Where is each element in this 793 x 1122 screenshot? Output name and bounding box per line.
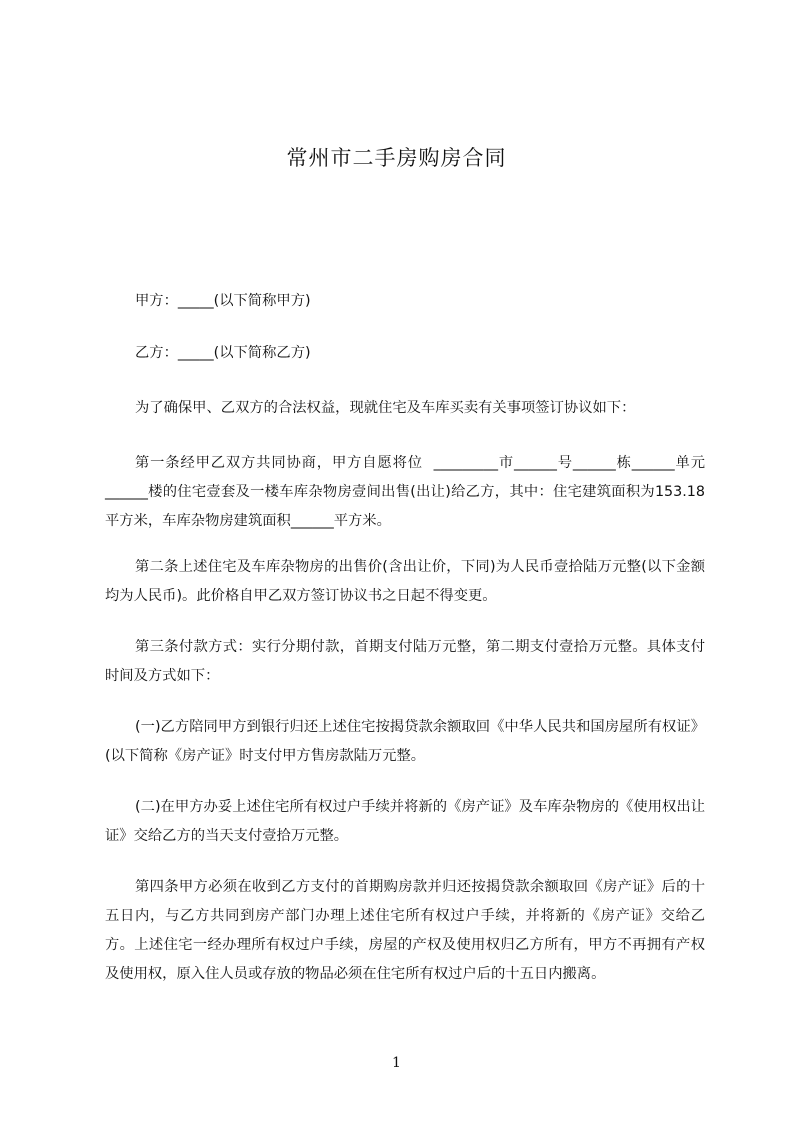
page-number: 1 [392,1055,401,1071]
party-b-line: 乙方：_____(以下简称乙方) [135,345,311,361]
article-3-paragraph: 第三条付款方式：实行分期付款，首期支付陆万元整，第二期支付壹拾万元整。具体支付时间及方式如下： [105,639,705,684]
contract-title: 常州市二手房购房合同 [286,146,507,170]
party-a-line: 甲方：_____(以下简称甲方) [135,293,311,309]
preamble-paragraph: 为了确保甲、乙双方的合法权益，现就住宅及车库买卖有关事项签订协议如下： [135,400,636,416]
article-1-paragraph: 第一条经甲乙双方共同协商，甲方自愿将位 _________市______号______栋______单元______楼的住宅壹套及一楼车库杂物房壹间出售(出让)给乙方，其中：住宅建筑面积为153.18平方米，车库杂物房建筑面积______平方米。 [105,455,705,529]
article-4-paragraph: 第四条甲方必须在收到乙方支付的首期购房款并归还按揭贷款余额取回《房产证》后的十五日内，与乙方共同到房产部门办理上述住宅所有权过户手续，并将新的《房产证》交给乙方。上述住宅一经办理所有权过户手续，房屋的产权及使用权归乙方所有，甲方不再拥有产权及使用权，原入住人员或存放的物品必须在住宅所有权过户后的十五日内搬离。 [105,879,705,982]
article-3-item-1: (一)乙方陪同甲方到银行归还上述住宅按揭贷款余额取回《中华人民共和国房屋所有权证》(以下简称《房产证》时支付甲方售房款陆万元整。 [105,719,705,764]
article-3-item-2: (二)在甲方办妥上述住宅所有权过户手续并将新的《房产证》及车库杂物房的《使用权出让证》交给乙方的当天支付壹拾万元整。 [105,799,705,844]
article-2-paragraph: 第二条上述住宅及车库杂物房的出售价(含出让价，下同)为人民币壹拾陆万元整(以下金额均为人民币)。此价格自甲乙双方签订协议书之日起不得变更。 [105,559,705,604]
